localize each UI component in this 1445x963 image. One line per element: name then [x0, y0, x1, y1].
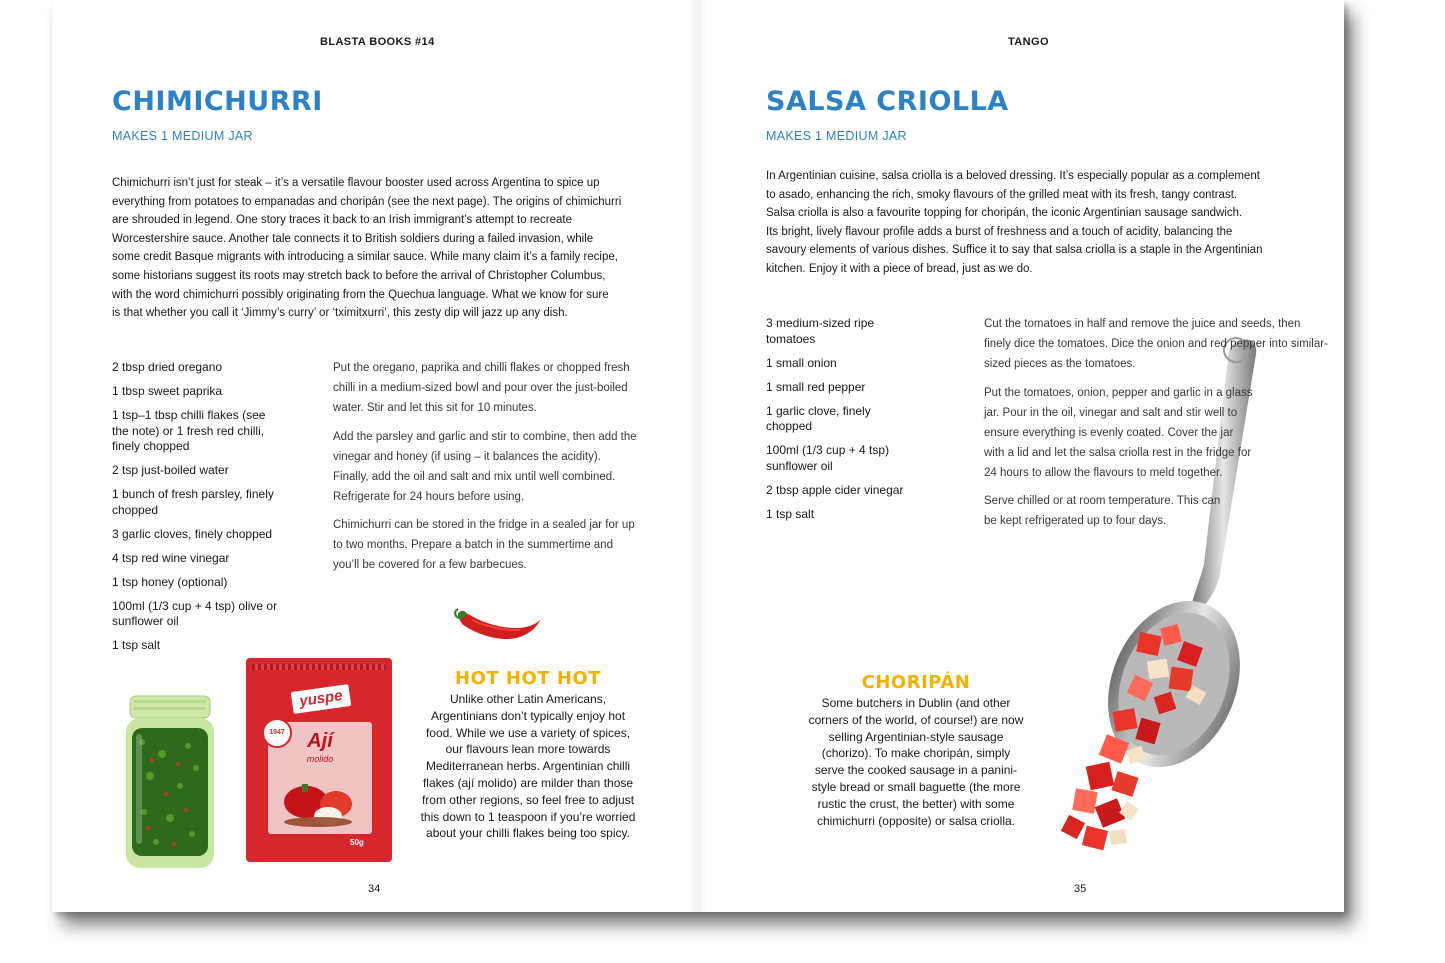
ingredient-item: 4 tsp red wine vinegar: [112, 550, 230, 565]
ingredient-item: 1 tsp salt: [766, 506, 815, 521]
sidebar-choripan: [806, 672, 1026, 829]
intro-line: kitchen. Enjoy it with a piece of bread, just as we do.: [766, 262, 1033, 275]
intro-line: to asado, enhancing the rich, smoky flavours of the grilled meat with its fresh, tangy contrast.: [766, 188, 1238, 201]
package-label: [268, 722, 372, 834]
brand-name: yuspe: [298, 687, 344, 710]
method-step: Put the tomatoes, onion, pepper and garlic in a glass jar. Pour in the oil, vinegar and salt and stir well to ensure everything is evenly coated. Cover the jar with a lid and let the salsa criolla rest in the fridge for 24 hours to allow the flavours to meld together.: [984, 386, 1253, 479]
intro-line: Salsa criolla is also a favourite topping for choripán, the iconic Argentinian sausage sandwich.: [766, 207, 1243, 220]
sidebar-title: CHORIPÁN: [861, 672, 971, 693]
ingredient-item: 100ml (1/3 cup + 4 tsp) olive or sunflower oil: [112, 598, 278, 628]
method-step: Put the oregano, paprika and chilli flakes or chopped fresh chilli in a medium-sized bowl and pour over the just-boiled water. Stir and let this sit for 10 minutes.: [333, 362, 630, 414]
chimichurri-jar-illustration: [122, 694, 218, 872]
intro-line: some credit Basque migrants with introducing a similar sauce. While many claim it’s a family recipe,: [112, 251, 618, 264]
right-page: [698, 0, 1344, 912]
ingredient-list-right: [766, 316, 906, 531]
badge-seal: 1947: [262, 718, 292, 748]
method-left: [333, 358, 637, 584]
ingredient-item: 1 garlic clove, finely chopped: [766, 403, 871, 433]
ingredient-item: 3 medium-sized ripe tomatoes: [766, 316, 875, 346]
product-name: Ají: [307, 730, 333, 752]
method-step: Serve chilled or at room temperature. This can be kept refrigerated up to four days.: [984, 495, 1221, 527]
red-chilli-illustration: [456, 606, 542, 646]
method-right: [984, 314, 1328, 540]
recipe-title-chimichurri: CHIMICHURRI: [112, 86, 323, 117]
aji-molido-package: [246, 658, 392, 862]
sidebar-hot-hot-hot: [418, 668, 638, 842]
pepper-photo: [278, 772, 362, 828]
package-seal: [252, 664, 386, 670]
intro-line: everything from potatoes to empanadas and choripán (see the next page). The origins of chimichurri: [112, 195, 622, 208]
ingredient-item: 2 tbsp dried oregano: [112, 360, 223, 374]
yield-label-left: MAKES 1 MEDIUM JAR: [112, 129, 253, 143]
running-head-right: TANGO: [1008, 36, 1049, 48]
intro-line: are shrouded in legend. One story traces it back to an Irish immigrant’s attempt to recreate: [112, 214, 573, 227]
package-weight: 50g: [350, 838, 364, 847]
intro-line: some historians suggest its roots may stretch back to before the arrival of Christopher Columbus,: [112, 269, 606, 282]
recipe-title-salsa-criolla: SALSA CRIOLLA: [766, 86, 1009, 117]
book-spread: [52, 0, 1344, 912]
ingredient-item: 1 bunch of fresh parsley, finely chopped: [112, 487, 274, 517]
ingredient-item: 2 tsp just-boiled water: [112, 463, 229, 477]
product-subtitle: molido: [306, 754, 334, 764]
ingredient-item: 1 tsp salt: [112, 638, 161, 652]
left-page: [52, 0, 698, 912]
brand-logo: [291, 684, 351, 714]
ingredient-item: 1 small red pepper: [766, 379, 866, 394]
intro-line: with the word chimichurri possibly originating from the Quechua language. What we know for sure: [112, 288, 609, 301]
yield-label-right: MAKES 1 MEDIUM JAR: [766, 129, 907, 143]
ingredient-item: 2 tbsp apple cider vinegar: [766, 482, 904, 497]
sidebar-title: HOT HOT HOT: [455, 668, 601, 689]
ingredient-item: 100ml (1/3 cup + 4 tsp) sunflower oil: [766, 443, 890, 473]
sidebar-body: Unlike other Latin Americans, Argentinians don’t typically enjoy hot food. While we use a variety of spices, our flavours lean more towards Mediterranean herbs. Argentinian chilli flakes (ají molido) are milder than those from other regions, so feel free to adjust this down to 1 teaspoon if you’re worried about your chilli flakes being too spicy.: [420, 692, 636, 841]
ingredient-item: 3 garlic cloves, finely chopped: [112, 526, 273, 541]
ingredient-item: 1 small onion: [766, 355, 837, 370]
running-head-left: BLASTA BOOKS #14: [320, 36, 435, 48]
page-number-right: 35: [1074, 883, 1087, 895]
intro-paragraph-left: [112, 174, 636, 323]
page-number-left: 34: [368, 883, 381, 895]
intro-line: is that whether you call it ‘Jimmy’s curry’ or ‘tximitxurri’, this zesty dip will jazz up any dish.: [112, 307, 568, 320]
ingredient-item: 1 tsp–1 tbsp chilli flakes (see the note) or 1 fresh red chilli, finely chopped: [112, 408, 266, 453]
method-step: Chimichurri can be stored in the fridge in a sealed jar for up to two months. Prepare a batch in the summertime and you’ll be covered for a few barbecues.: [333, 519, 635, 571]
ingredient-item: 1 tbsp sweet paprika: [112, 384, 223, 398]
method-step: Cut the tomatoes in half and remove the juice and seeds, then finely dice the tomatoes. Dice the onion and red pepper into similar-sized pieces as the tomatoes.: [984, 318, 1328, 370]
intro-line: Chimichurri isn’t just for steak – it’s a versatile flavour booster used across Argentina to spice up: [112, 177, 600, 189]
intro-line: Its bright, lively flavour profile adds a burst of freshness and a touch of acidity, balancing the: [766, 225, 1233, 238]
method-step: Add the parsley and garlic and stir to combine, then add the vinegar and honey (if using – it balances the acidity). Finally, add the oil and salt and mix until well combined. Refrigerate for 24 hours before using.: [333, 430, 637, 503]
ingredient-list-left: [112, 360, 282, 662]
ingredient-item: 1 tsp honey (optional): [112, 574, 228, 589]
intro-line: Worcestershire sauce. Another tale connects it to British soldiers during a failed invasion, while: [112, 232, 594, 245]
intro-line: savoury elements of various dishes. Suffice it to say that salsa criolla is a staple in the Argentinian: [766, 244, 1263, 257]
intro-line: In Argentinian cuisine, salsa criolla is a beloved dressing. It’s especially popular as a complement: [766, 170, 1260, 182]
intro-paragraph-right: [766, 167, 1292, 279]
sidebar-body: Some butchers in Dublin (and other corners of the world, of course!) are now selling Argentinian-style sausage (chorizo). To make choripán, simply serve the cooked sausage in a panini-style bread or small baguette (the more rustic the crust, the better) with some chimichurri (opposite) or salsa criolla.: [808, 696, 1024, 828]
